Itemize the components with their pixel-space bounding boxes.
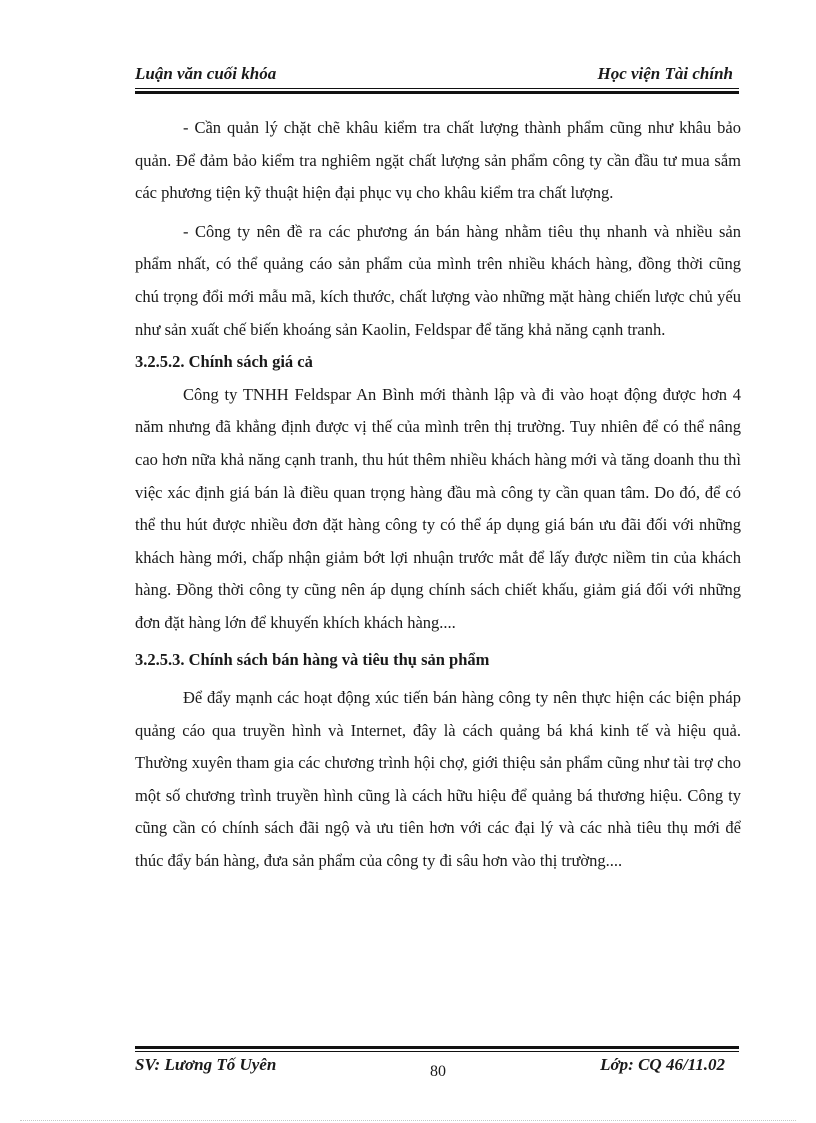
page-footer <box>135 1055 739 1083</box>
header-rule-thick <box>135 91 739 94</box>
page-edge-dotted-line <box>20 1120 796 1121</box>
paragraph-sales-plan: - Công ty nên đề ra các phương án bán hàng nhằm tiêu thụ nhanh và nhiều sản phẩm nhất, có thể quảng cáo sản phẩm của mình trên nhiều khách hàng, đồng thời cũng chú trọng đổi mới mẫu mã, kích thước, chất lượng vào những mặt hàng chiến lược chủ yếu như sản xuất chế biến khoáng sản Kaolin, Feldspar để tăng khả năng cạnh tranh. <box>135 221 741 339</box>
footer-student-name: SV: Lương Tố Uyên <box>135 1055 277 1074</box>
footer-rule-thick <box>135 1046 739 1049</box>
paragraph-quality-control: - Cần quản lý chặt chẽ khâu kiểm tra chất lượng thành phẩm cũng như khâu bảo quản. Để đảm bảo kiểm tra nghiêm ngặt chất lượng sản phẩm công ty cần đầu tư mua sắm các phương tiện kỹ thuật hiện đại phục vụ cho khâu kiểm tra chất lượng. <box>135 118 741 203</box>
section-heading-sales-policy: 3.2.5.3. Chính sách bán hàng và tiêu thụ sản phẩm <box>135 649 490 669</box>
page-header <box>135 64 739 88</box>
page-body <box>135 112 741 878</box>
page-number: 80 <box>430 1063 446 1080</box>
header-institution: Học viện Tài chính <box>597 64 733 83</box>
paragraph-sales-policy: Để đẩy mạnh các hoạt động xúc tiến bán hàng công ty nên thực hiện các biện pháp quảng cáo qua truyền hình và Internet, đây là cách quảng bá khá kinh tế và hiệu quả. Thường xuyên tham gia các chương trình hội chợ, giới thiệu sản phẩm cũng như tài trợ cho một số chương trình truyền hình cũng là cách hữu hiệu để quảng bá thương hiệu. Công ty cũng cần có chính sách đãi ngộ và ưu tiên hơn với các đại lý và các nhà tiêu thụ mới để thúc đẩy bán hàng, đưa sản phẩm của công ty đi sâu hơn vào thị trường.... <box>135 688 741 871</box>
header-rule-thin <box>135 88 739 89</box>
footer-class-code: Lớp: CQ 46/11.02 <box>600 1055 725 1074</box>
paragraph-pricing: Công ty TNHH Feldspar An Bình mới thành lập và đi vào hoạt động được hơn 4 năm nhưng đã khẳng định được vị thế của mình trên thị trường. Tuy nhiên để có thể nâng cao hơn nữa khả năng cạnh tranh, thu hút thêm nhiều khách hàng mới và tăng doanh thu thì việc xác định giá bán là điều quan trọng hàng đầu mà công ty cần quan tâm. Do đó, để có thể thu hút được nhiều đơn đặt hàng công ty có thể áp dụng giá bán ưu đãi đối với những khách hàng mới, chấp nhận giảm bớt lợi nhuận trước mắt để lấy được niềm tin của khách hàng. Đồng thời công ty cũng nên áp dụng chính sách chiết khấu, giảm giá đối với những đơn đặt hàng lớn để khuyến khích khách hàng.... <box>135 384 741 632</box>
section-heading-pricing: 3.2.5.2. Chính sách giá cả <box>135 352 313 372</box>
header-thesis-title: Luận văn cuối khóa <box>135 64 277 83</box>
footer-rule-thin <box>135 1051 739 1052</box>
